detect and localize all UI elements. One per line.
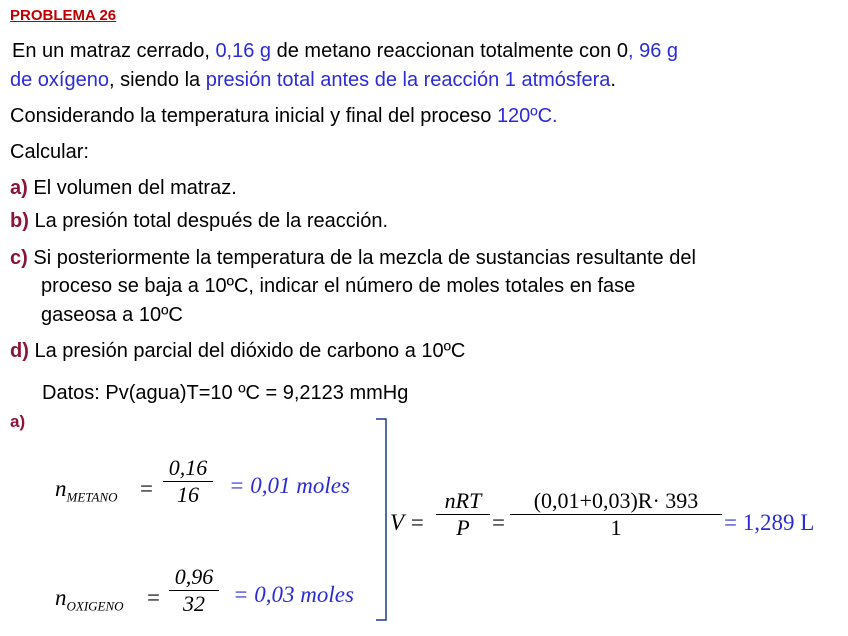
oxygen-moles-result: = 0,03 moles [233,582,354,607]
question-label: a) [10,177,28,199]
right-bracket [372,416,392,626]
statement-text: . [610,69,616,91]
question-text: La presión total después de la reacción. [28,210,389,232]
statement-text: , siendo la [108,69,206,91]
temperature-value: 120ºC. [496,105,558,127]
problem-title: PROBLEMA 26 [10,7,117,24]
methane-moles-result: = 0,01 moles [229,473,350,498]
question-text: El volumen del matraz. [27,177,237,199]
question-label: c) [10,247,28,269]
nrt-over-p-fraction [436,488,490,541]
n-subscript: OXIGENO [66,598,124,614]
n-oxigeno-symbol [55,585,124,615]
fraction-numerator: 0,96 [174,564,214,589]
question-label: d) [10,340,29,362]
methane-mass: 0,16 g [215,40,272,62]
oxygen-word: de oxígeno [10,69,109,91]
methane-fraction [163,455,213,508]
bracket-line [376,419,386,620]
initial-pressure-text: presión total antes de la reacción 1 atmósfera [205,69,611,91]
fraction-denominator: 16 [163,481,213,508]
solution-part-label: a) [10,412,26,431]
fraction-denominator: 32 [169,590,219,617]
numeric-fraction [510,488,722,541]
question-c [10,246,696,270]
statement-line-2 [10,68,616,92]
fraction-numerator: 0,16 [168,455,208,480]
statement-text: En un matraz cerrado, [12,40,216,62]
question-b [10,209,388,233]
question-text: La presión parcial del dióxido de carbono a 10ºC [28,340,466,362]
fraction-numerator: (0,01+0,03)R· 393 [533,488,699,513]
statement-text: de metano reaccionan totalmente con 0 [271,40,628,62]
question-a [10,176,237,200]
question-c-continuation-1: proceso se baja a 10ºC, indicar el número de moles totales en fase [41,275,636,297]
question-d [10,339,465,363]
n-letter: n [55,476,67,501]
calcular-label: Calcular: [10,141,89,163]
question-text: Si posteriormente la temperatura de la mezcla de sustancias resultante del [27,247,696,269]
fraction-numerator: nRT [444,488,482,513]
n-subscript: METANO [66,489,118,505]
question-label: b) [10,210,29,232]
n-letter: n [55,585,67,610]
equals-sign: = [492,510,505,535]
equals-sign: = [140,476,153,501]
oxygen-fraction [169,564,219,617]
fraction-denominator: 1 [510,514,722,541]
data-line: Datos: Pv(agua)T=10 ºC = 9,2123 mmHg [42,382,409,404]
n-metano-symbol [55,476,118,506]
statement-text: Considerando la temperatura inicial y final del proceso [10,105,497,127]
statement-line-1 [12,39,678,63]
volume-result: = 1,289 L [724,510,815,535]
equals-sign: = [147,585,160,610]
question-c-continuation-2: gaseosa a 10ºC [41,304,183,326]
oxygen-mass: , 96 g [627,40,678,62]
volume-lhs: V = [390,510,425,535]
statement-line-3 [10,104,558,128]
fraction-denominator: P [436,514,490,541]
